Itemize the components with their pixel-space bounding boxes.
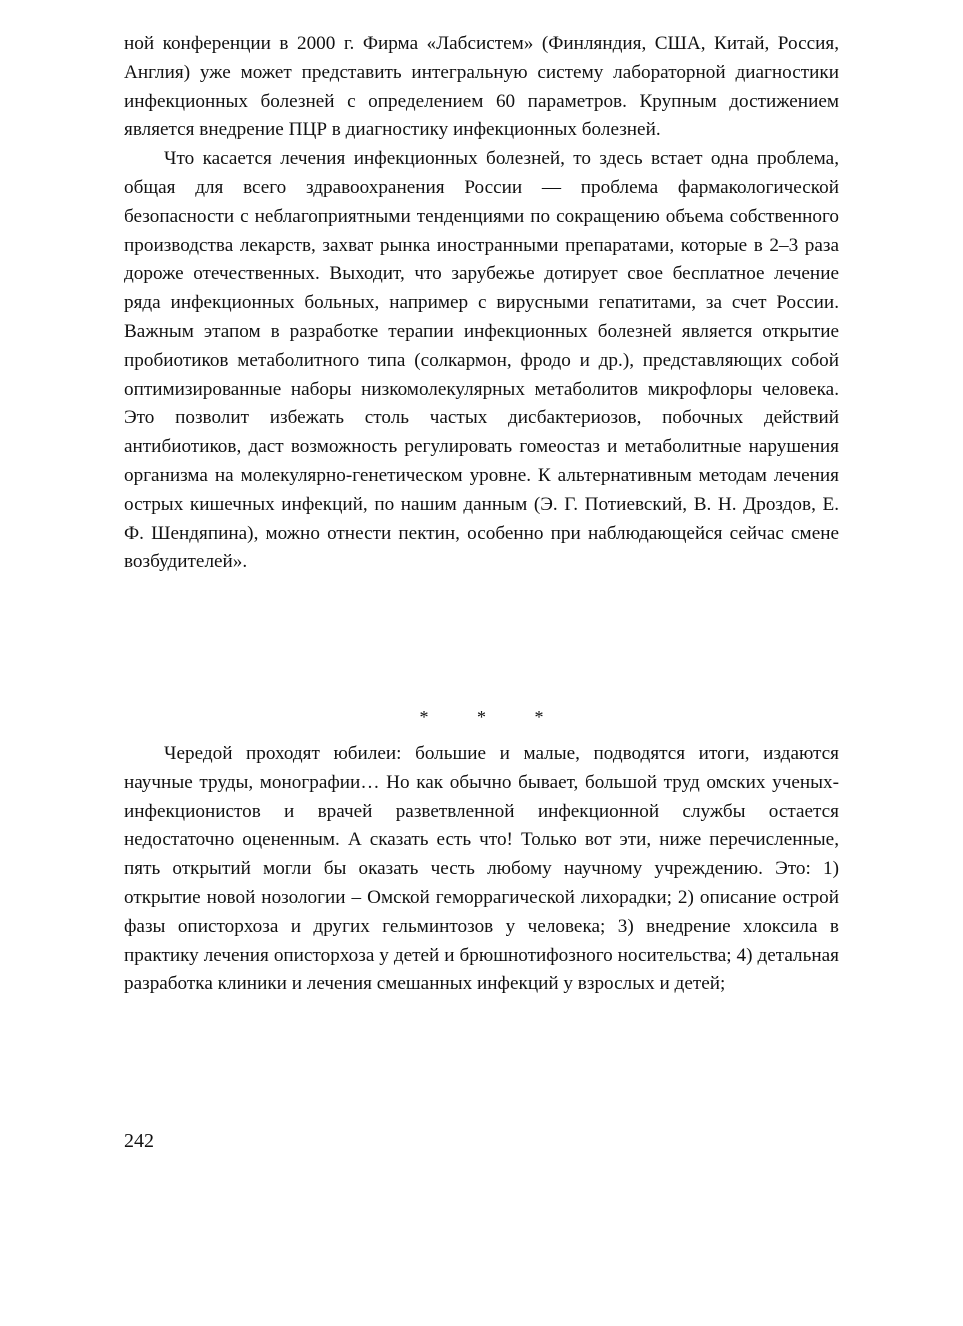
text-section-top bbox=[124, 30, 839, 577]
section-separator: * * * bbox=[419, 707, 566, 727]
paragraph-treatment: Что касается лечения инфекционных болезней, то здесь встает одна проблема, общая для всего здравоохранения России — проблема фармакологической безопасности с неблагоприятными тенденциями по сокращению объема собственного производства лекарств, захват рынка иностранными препаратами, которые в 2–3 раза дороже отечественных. Выходит, что зарубежье дотирует свое бесплатное лечение ряда инфекционных больных, например с вирусными гепатитами, за счет России. Важным этапом в разработке терапии инфекционных болезней является открытие пробиотиков метаболитного типа (солкармон, фродо и др.), представляющих собой оптимизированные наборы низкомолекулярных метаболитов микрофлоры человека. Это позволит избежать столь частых дисбактериозов, побочных действий антибиотиков, даст возможность регулировать гомеостаз и метаболитные нарушения организма на молекулярно-генетическом уровне. К альтернативным методам лечения острых кишечных инфекций, по нашим данным (Э. Г. Потиевский, В. Н. Дроздов, Е. Ф. Шендяпина), можно отнести пектин, особенно при наблюдающейся сейчас смене возбудителей». bbox=[124, 148, 839, 573]
page-number: 242 bbox=[124, 1130, 154, 1152]
paragraph-continuation: ной конференции в 2000 г. Фирма «Лабсистем» (Финляндия, США, Китай, Россия, Англия) уже может представить интегральную систему лабораторной диагностики инфекционных болезней с определением 60 параметров. Крупным достижением является внедрение ПЦР в диагностику инфекционных болезней. bbox=[124, 33, 839, 141]
text-section-bottom bbox=[124, 740, 839, 999]
paragraph-jubilees: Чередой проходят юбилеи: большие и малые, подводятся итоги, издаются научные труды, монографии… Но как обычно бывает, большой труд омских ученых-инфекционистов и врачей разветвленной инфекционной службы остается недостаточно оцененным. А сказать есть что! Только вот эти, ниже перечисленные, пять открытий могли бы оказать честь любому научному учреждению. Это: 1) открытие новой нозологии – Омской геморрагической лихорадки; 2) описание острой фазы описторхоза и других гельминтозов у человека; 3) внедрение хлоксила в практику лечения описторхоза у детей и брюшнотифозного носительства; 4) детальная разработка клиники и лечения смешанных инфекций у взрослых и детей; bbox=[124, 743, 839, 995]
